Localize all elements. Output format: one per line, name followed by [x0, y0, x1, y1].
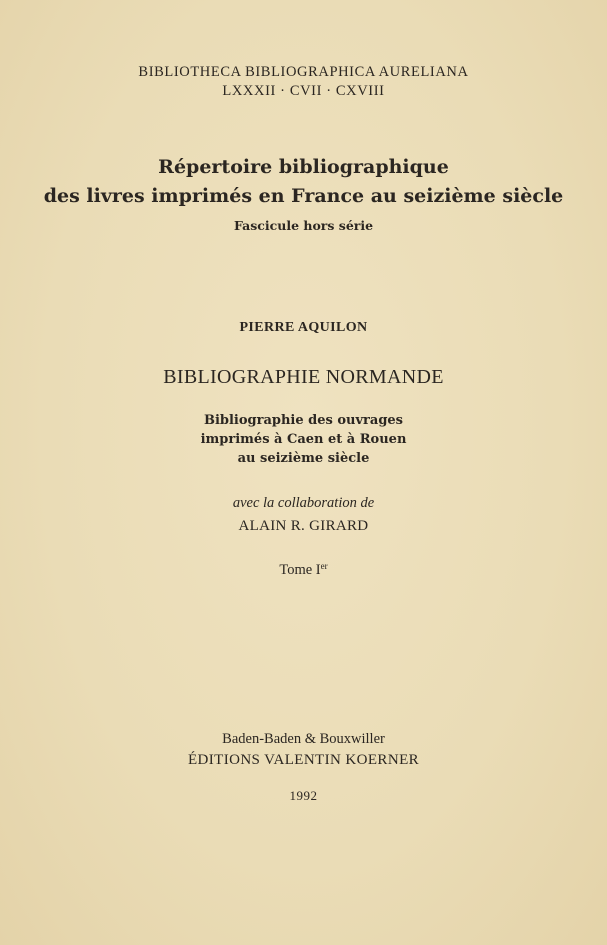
- collaborator-name: ALAIN R. GIRARD: [238, 518, 369, 534]
- repertoire-title-line-1: Répertoire bibliographique: [158, 156, 449, 178]
- tome-text: Tome I: [279, 562, 321, 578]
- subtitle-line-2: imprimés à Caen et à Rouen: [200, 432, 407, 447]
- main-title: BIBLIOGRAPHIE NORMANDE: [163, 366, 444, 388]
- series-name: BIBLIOTHECA BIBLIOGRAPHICA AURELIANA: [138, 64, 469, 80]
- tome-label: [0, 561, 607, 579]
- fascicule-label: Fascicule hors série: [233, 218, 374, 233]
- subtitle-line-1: Bibliographie des ouvrages: [203, 413, 404, 428]
- author-name: PIERRE AQUILON: [239, 320, 368, 335]
- series-numbers: LXXXII · CVII · CXVIII: [222, 83, 385, 99]
- collaboration-intro: avec la collaboration de: [232, 495, 375, 511]
- imprint-year: 1992: [289, 788, 318, 803]
- imprint-place: Baden-Baden & Bouxwiller: [222, 731, 385, 747]
- imprint-publisher: ÉDITIONS VALENTIN KOERNER: [187, 752, 420, 768]
- subtitle-line-3: au seizième siècle: [237, 451, 370, 466]
- repertoire-title-line-2: des livres imprimés en France au seizième siècle: [43, 185, 564, 207]
- tome-superscript: er: [320, 561, 328, 571]
